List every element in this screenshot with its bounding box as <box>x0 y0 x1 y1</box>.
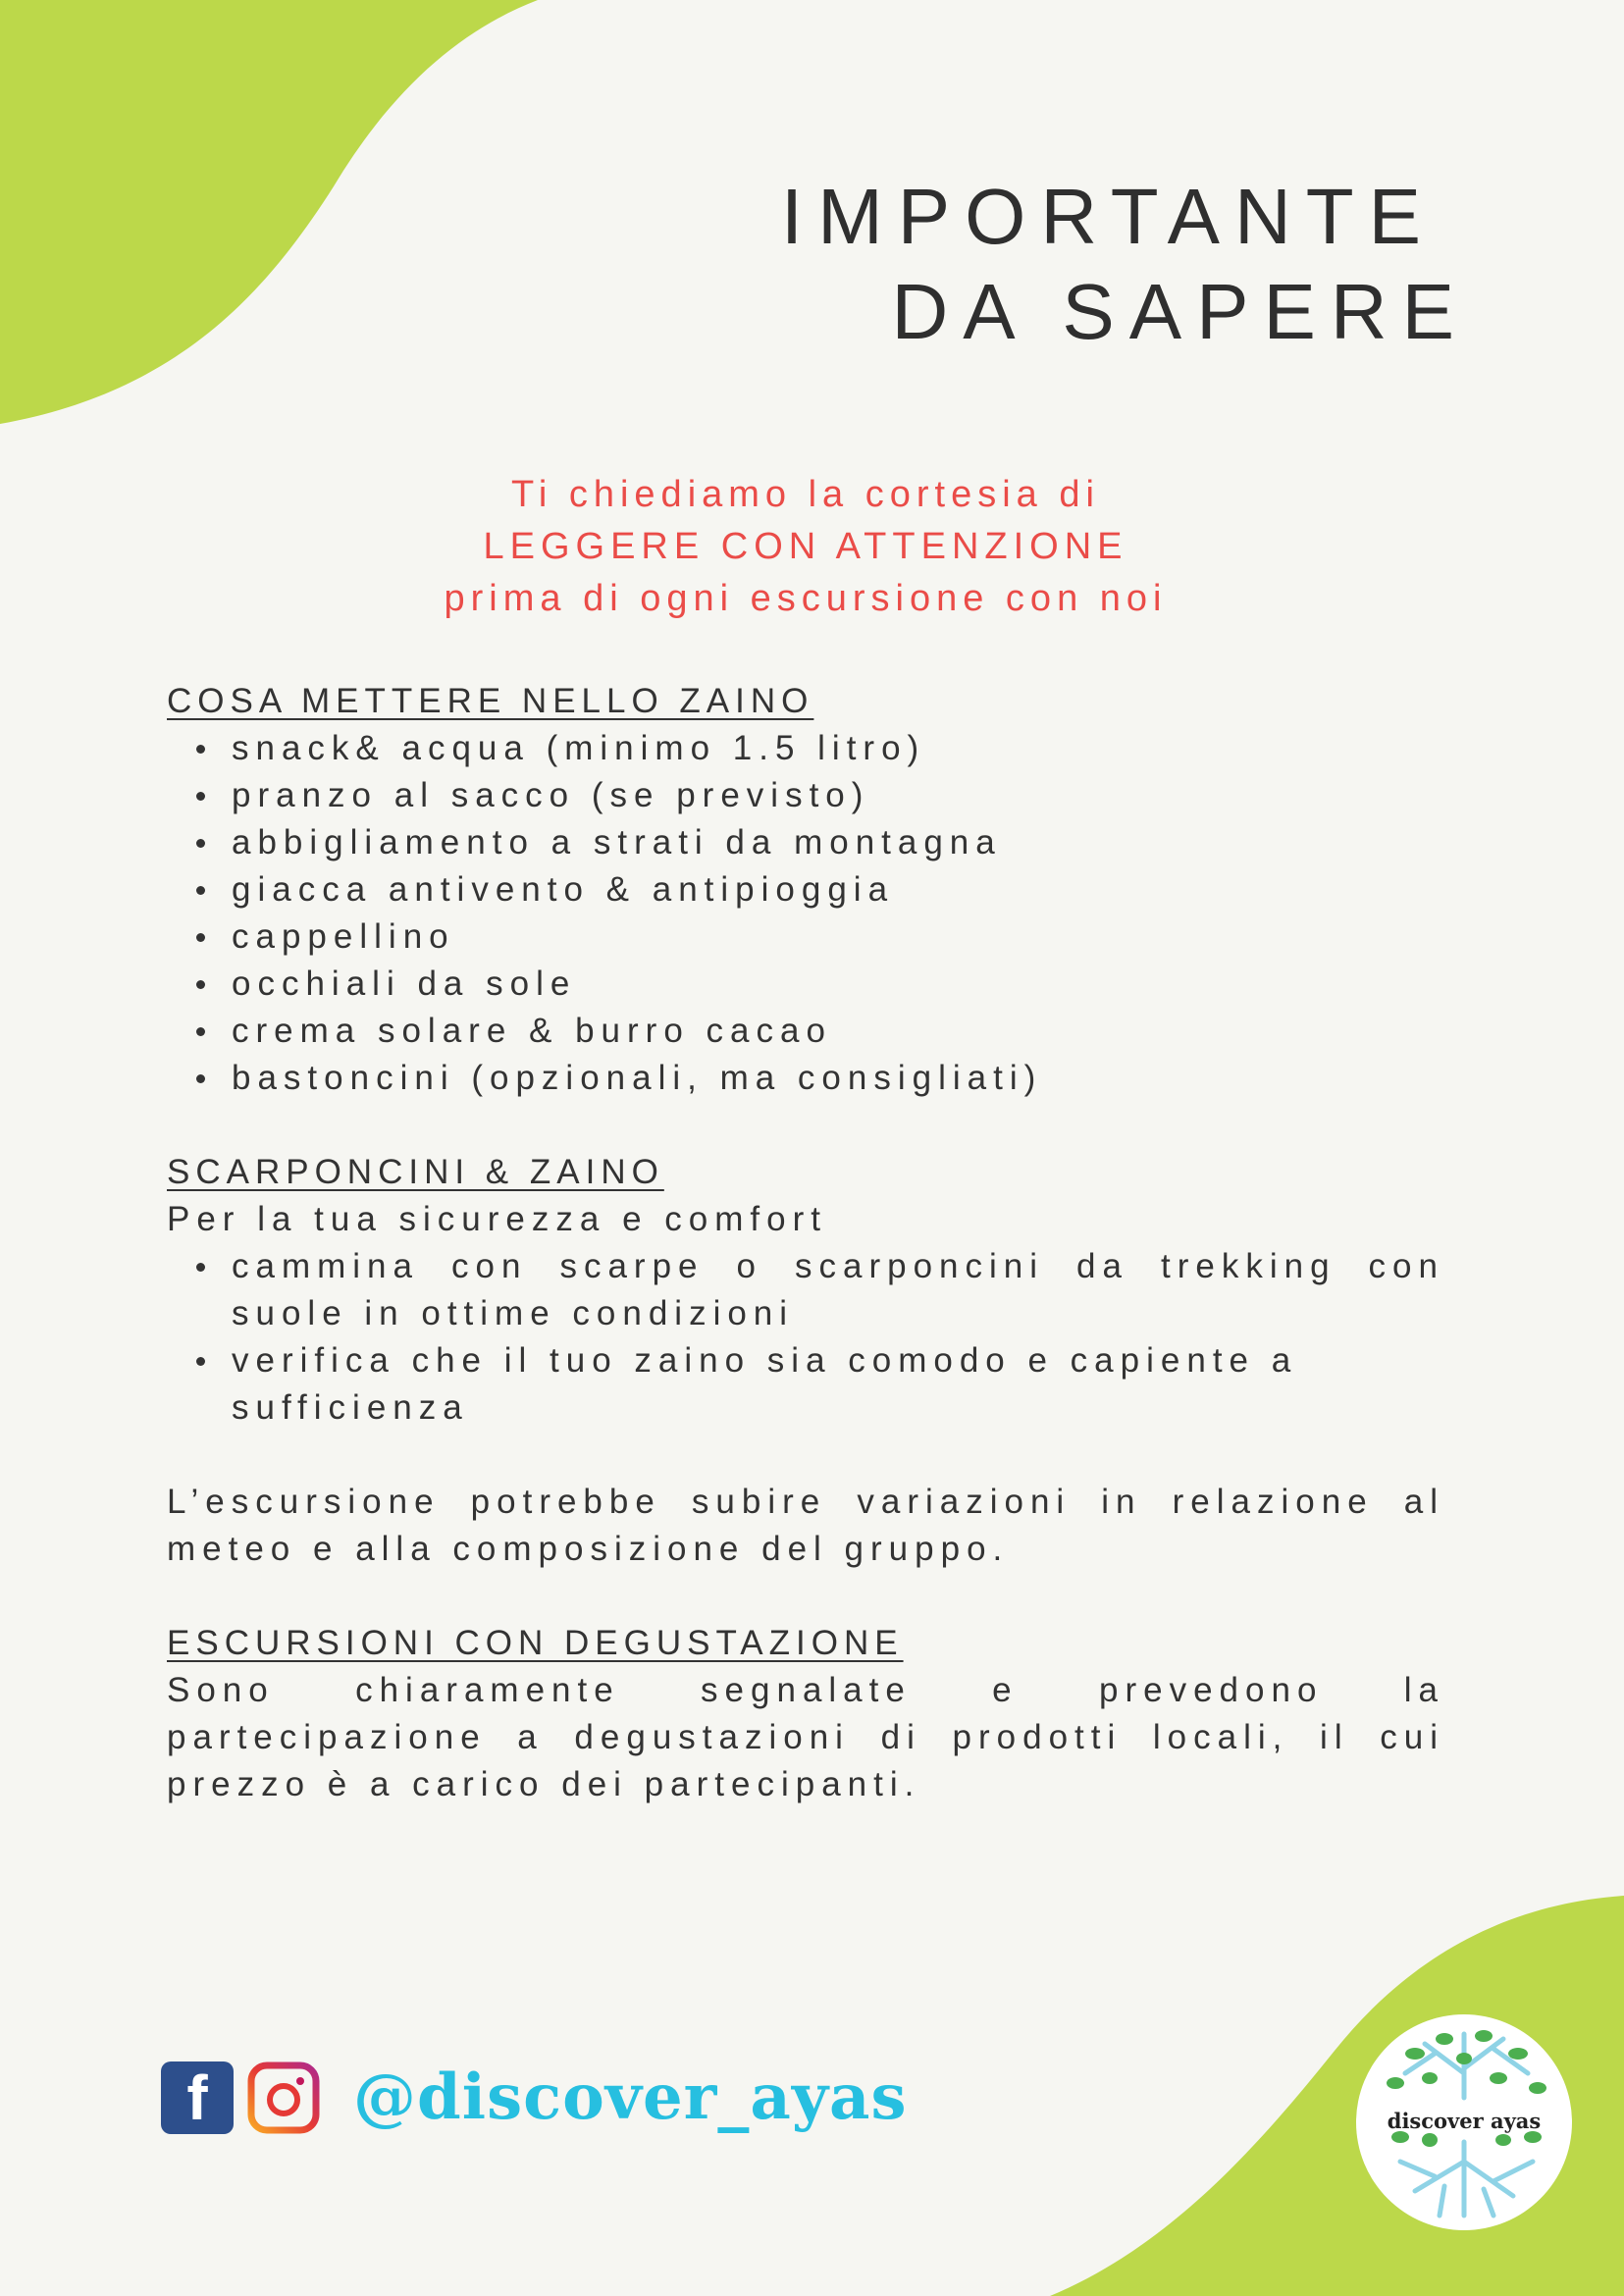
list-item: crema solare & burro cacao <box>167 1008 1444 1055</box>
intro-line2: LEGGERE CON ATTENZIONE <box>483 526 1128 567</box>
discover-ayas-logo <box>1356 2014 1572 2230</box>
list-item: bastoncini (opzionali, ma consigliati) <box>167 1055 1444 1102</box>
logo-text: discover ayas <box>1387 2109 1542 2133</box>
intro-notice <box>0 469 1611 625</box>
intro-line1: Ti chiediamo la cortesia di <box>511 474 1100 515</box>
boots-intro: Per la tua sicurezza e comfort <box>167 1200 827 1238</box>
list-item: occhiali da sole <box>167 961 1444 1008</box>
list-item: snack& acqua (minimo 1.5 litro) <box>167 725 1444 772</box>
backpack-list <box>167 725 1444 1102</box>
list-item: abbigliamento a strati da montagna <box>167 819 1444 866</box>
tasting-text: Sono chiaramente segnalate e prevedono la partecipazione a degustazioni di prodotti locali, il cui prezzo è a carico dei partecipanti. <box>167 1671 1444 1803</box>
section-heading-backpack: COSA METTERE NELLO ZAINO <box>167 682 814 720</box>
social-links <box>161 2061 908 2134</box>
list-item: cappellino <box>167 913 1444 961</box>
intro-line3: prima di ogni escursione con noi <box>444 578 1168 619</box>
section-heading-boots: SCARPONCINI & ZAINO <box>167 1153 664 1191</box>
page-title-line2: DA SAPERE <box>891 268 1469 355</box>
list-item: pranzo al sacco (se previsto) <box>167 772 1444 819</box>
boots-list <box>167 1243 1444 1432</box>
list-item: verifica che il tuo zaino sia comodo e capiente a sufficienza <box>167 1337 1444 1432</box>
page-title-line1: IMPORTANTE <box>780 173 1436 260</box>
weather-note: L’escursione potrebbe subire variazioni in relazione al meteo e alla composizione del gruppo. <box>167 1483 1444 1568</box>
section-heading-tasting: ESCURSIONI CON DEGUSTAZIONE <box>167 1624 904 1662</box>
facebook-icon[interactable]: f <box>161 2061 234 2134</box>
social-handle[interactable]: @discover_ayas <box>353 2061 908 2134</box>
list-item: cammina con scarpe o scarponcini da trekking con suole in ottime condizioni <box>167 1243 1444 1337</box>
list-item: giacca antivento & antipioggia <box>167 866 1444 913</box>
content-body <box>167 678 1444 1808</box>
instagram-icon[interactable] <box>247 2061 320 2134</box>
